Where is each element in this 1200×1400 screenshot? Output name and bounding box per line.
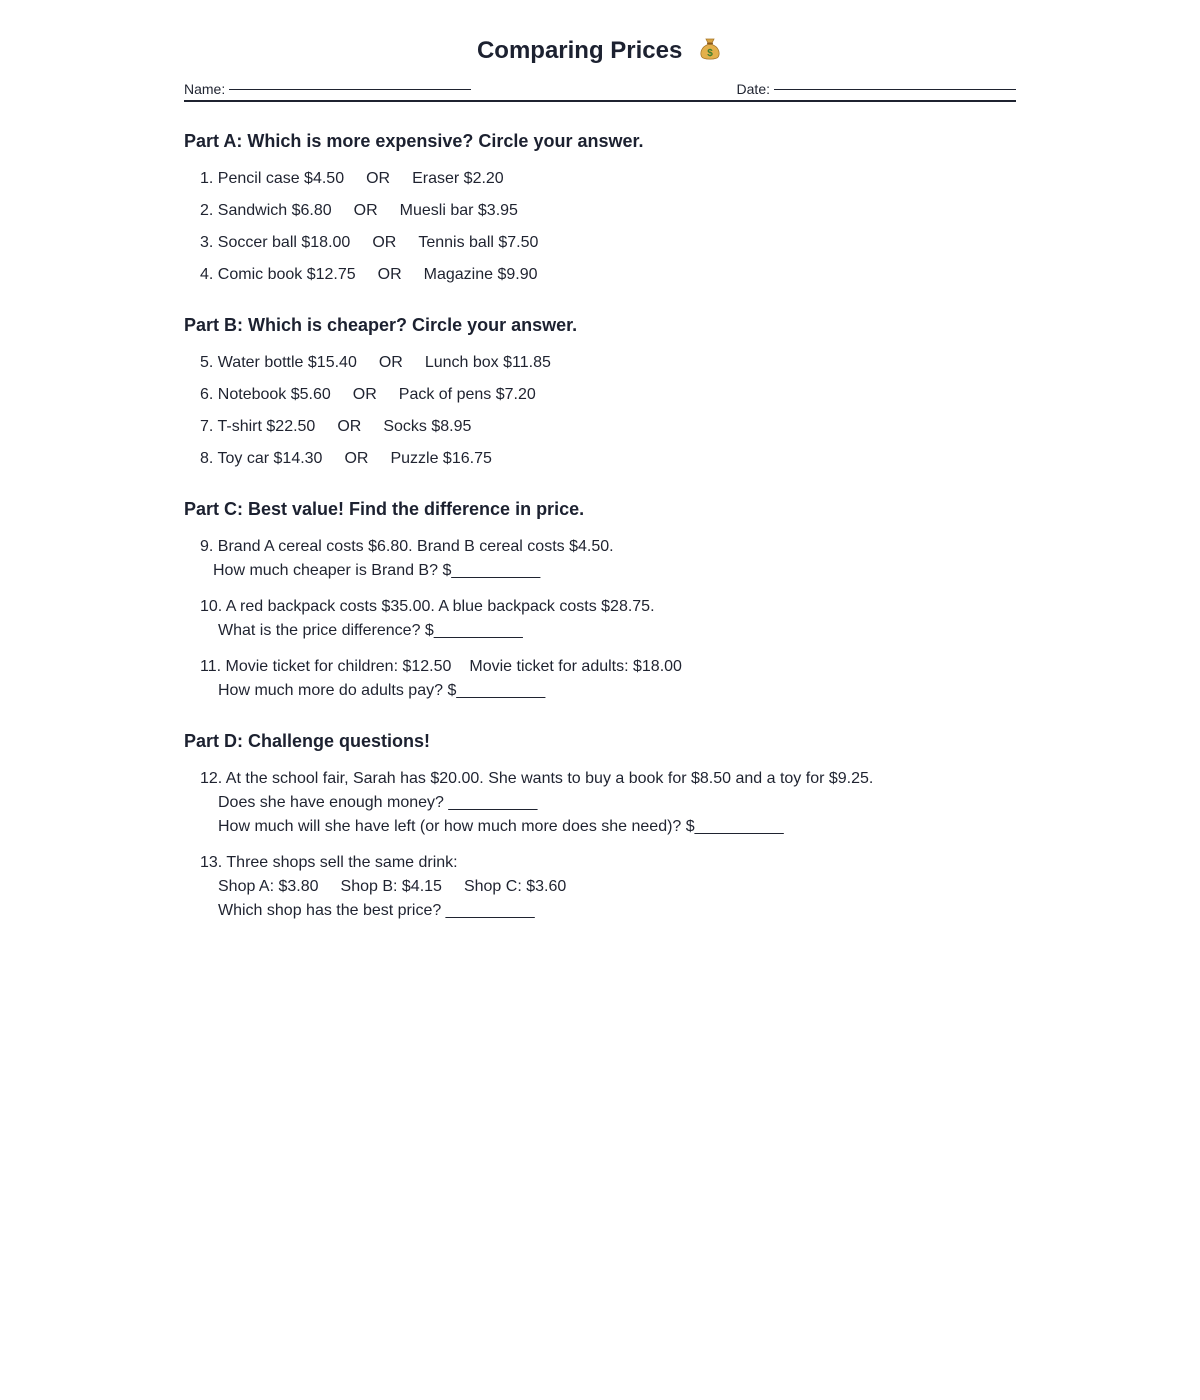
shop-a-price: Shop A: $3.80	[218, 878, 319, 895]
question-5	[184, 351, 1016, 375]
date-field[interactable]	[737, 78, 1016, 100]
name-field[interactable]	[184, 78, 471, 100]
option-left[interactable]: 4. Comic book $12.75	[200, 266, 356, 283]
shop-b-price: Shop B: $4.15	[340, 878, 442, 895]
answer-prompt-left[interactable]: How much will she have left (or how much more does she need)? $__________	[218, 818, 784, 835]
option-left[interactable]: 8. Toy car $14.30	[200, 450, 323, 467]
worksheet-title	[184, 32, 1016, 64]
or-label: OR	[366, 170, 391, 187]
part-d-heading: Part D: Challenge questions!	[184, 731, 431, 751]
question-text-children: 11. Movie ticket for children: $12.50	[200, 658, 452, 675]
option-left[interactable]: 6. Notebook $5.60	[200, 386, 331, 403]
question-1	[184, 167, 1016, 191]
part-d-list	[184, 767, 1016, 923]
or-label: OR	[377, 266, 402, 283]
question-11	[184, 655, 1016, 703]
question-13	[184, 851, 1016, 923]
answer-prompt[interactable]: Which shop has the best price? __________	[218, 902, 535, 919]
option-right[interactable]: Socks $8.95	[383, 418, 472, 435]
option-right[interactable]: Pack of pens $7.20	[398, 386, 536, 403]
or-label: OR	[372, 234, 397, 251]
question-2	[184, 199, 1016, 223]
name-date-row	[184, 78, 1016, 102]
question-6	[184, 383, 1016, 407]
question-7	[184, 415, 1016, 439]
part-c-list	[184, 535, 1016, 703]
svg-text:$: $	[707, 48, 713, 59]
question-8	[184, 447, 1016, 471]
question-text: 12. At the school fair, Sarah has $20.00. She wants to buy a book for $8.50 and a toy for $9.25.	[200, 770, 874, 787]
name-blank-line[interactable]	[229, 75, 471, 90]
question-text: 10. A red backpack costs $35.00. A blue backpack costs $28.75.	[200, 598, 655, 615]
option-left[interactable]: 3. Soccer ball $18.00	[200, 234, 351, 251]
date-blank-line[interactable]	[774, 75, 1016, 90]
option-left[interactable]: 2. Sandwich $6.80	[200, 202, 332, 219]
question-12	[184, 767, 1016, 839]
answer-prompt-enough[interactable]: Does she have enough money? __________	[218, 794, 538, 811]
answer-prompt[interactable]: What is the price difference? $__________	[218, 622, 523, 639]
part-b-list	[184, 351, 1016, 471]
option-left[interactable]: 7. T-shirt $22.50	[200, 418, 316, 435]
shop-c-price: Shop C: $3.60	[463, 878, 567, 895]
or-label: OR	[344, 450, 369, 467]
question-text: 13. Three shops sell the same drink:	[200, 854, 458, 871]
option-left[interactable]: 1. Pencil case $4.50	[200, 170, 345, 187]
part-c-heading: Part C: Best value! Find the difference in price.	[184, 499, 585, 519]
part-b-heading: Part B: Which is cheaper? Circle your answer.	[184, 315, 578, 335]
part-a-list	[184, 167, 1016, 287]
or-label: OR	[378, 354, 403, 371]
money-bag-icon	[697, 36, 723, 62]
or-label: OR	[353, 202, 378, 219]
or-label: OR	[337, 418, 362, 435]
question-4	[184, 263, 1016, 287]
or-label: OR	[352, 386, 377, 403]
question-text-adults: Movie ticket for adults: $18.00	[469, 658, 682, 675]
date-label: Date:	[736, 81, 770, 97]
option-right[interactable]: Lunch box $11.85	[424, 354, 551, 371]
option-right[interactable]: Tennis ball $7.50	[418, 234, 539, 251]
question-3	[184, 231, 1016, 255]
title-text: Comparing Prices	[476, 37, 683, 64]
question-10	[184, 595, 1016, 643]
name-label: Name:	[184, 81, 226, 97]
question-9	[184, 535, 1016, 583]
option-right[interactable]: Muesli bar $3.95	[399, 202, 518, 219]
answer-prompt[interactable]: How much cheaper is Brand B? $__________	[213, 562, 541, 579]
option-right[interactable]: Puzzle $16.75	[390, 450, 492, 467]
shop-prices	[200, 875, 1016, 899]
part-a-heading: Part A: Which is more expensive? Circle your answer.	[184, 131, 644, 151]
worksheet-page	[184, 0, 1016, 923]
question-text: 9. Brand A cereal costs $6.80. Brand B cereal costs $4.50.	[200, 538, 614, 555]
option-left[interactable]: 5. Water bottle $15.40	[200, 354, 357, 371]
option-right[interactable]: Magazine $9.90	[423, 266, 538, 283]
answer-prompt[interactable]: How much more do adults pay? $__________	[218, 682, 546, 699]
option-right[interactable]: Eraser $2.20	[412, 170, 504, 187]
